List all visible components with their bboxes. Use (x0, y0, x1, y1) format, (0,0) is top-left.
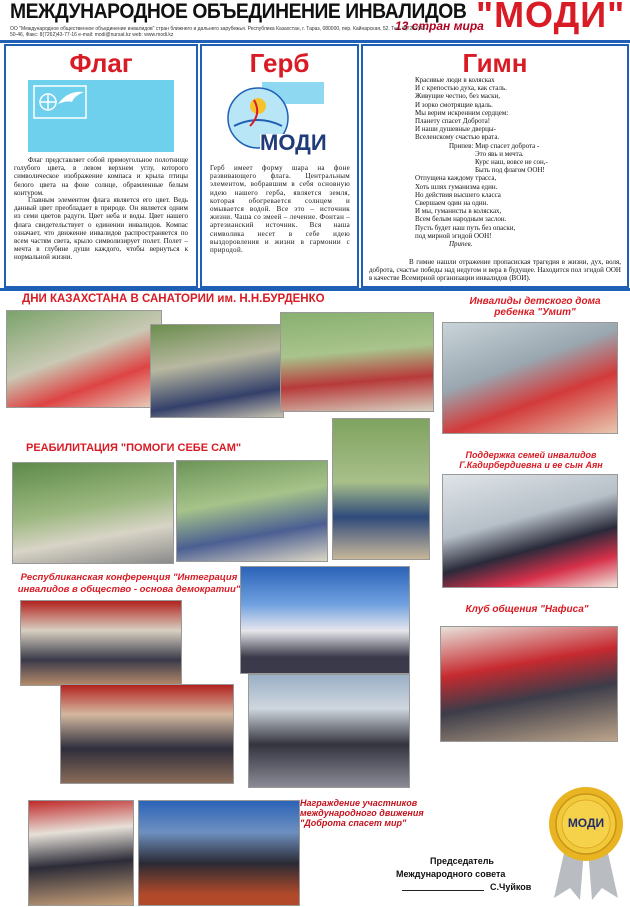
signature-line (402, 890, 484, 891)
emblem-title: Герб (249, 48, 310, 78)
award-heading: Награждение участников международного движения "Доброта спасет мир" (300, 798, 424, 828)
photo-conference-4 (248, 674, 410, 788)
flag-panel (4, 44, 198, 288)
signature-title: Председатель (430, 856, 494, 866)
photo-conference-1 (20, 600, 182, 686)
emblem-logo-text: МОДИ (260, 130, 327, 155)
medal-seal (548, 784, 624, 902)
photo-sanatorium-1 (6, 310, 162, 408)
emblem-image (220, 80, 340, 158)
rehab-heading: РЕАБИЛИТАЦИЯ "ПОМОГИ СЕБЕ САМ" (26, 442, 242, 454)
flag-image (28, 80, 174, 152)
countries-tag: 13 стран мира (395, 19, 484, 33)
poem-line: Красивые люди в колясках (415, 76, 495, 84)
kazakhstan-days-heading: ДНИ КАЗАХСТАНА В САНАТОРИИ им. Н.Н.БУРДЕНКО (22, 293, 325, 305)
anthem-verse-1 (415, 76, 620, 142)
photo-conference-2 (240, 566, 410, 674)
photo-award-2 (138, 800, 300, 906)
photo-rehab-3 (332, 418, 430, 560)
poem-line: Живущие честно, без маски, (415, 92, 500, 101)
photo-sanatorium-2 (150, 324, 284, 418)
anthem-title: Гимн (462, 48, 528, 78)
anthem-poem (415, 76, 620, 248)
header-divider (0, 40, 630, 43)
emblem-panel (200, 44, 359, 288)
medal-text: МОДИ (567, 816, 605, 830)
photo-rehab-1 (12, 462, 174, 564)
anthem-verse-2 (415, 174, 620, 240)
poem-line: Отпущена каждому трасса, (415, 174, 497, 183)
photo-sanatorium-3 (280, 312, 434, 412)
conference-heading: Республиканская конференция "Интеграция инвалидов в общество - основа демократии" (17, 572, 241, 595)
contact-info: ОО "Международное общественное объединение инвалидов" стран ближнего и дальнего зарубежья. Республика Казахстан, г. Тараз, 080000, пер. Кайнарская, 52. Тел. 8(7262)43-50-46, Факс: 8(7262)43-77-16 e-mail: modi@nursat.kz web: www.modi.kz (10, 26, 427, 38)
signature-name: С.Чуйков (490, 882, 532, 892)
poem-line: Пусть будет наш путь без опаски, (415, 223, 516, 232)
photo-award-1 (28, 800, 134, 906)
flag-meaning: Главным элементом флага является его цвет. Ведь данный цвет преобладает в природе. Он является одним из семи цветов радуги. Цвет неба и воды. Цвет нашего флага свидетельствует о единении инвалидов. Компас означает, что движение инвалидов распространяется по всем частям света, крыло символизирует полет. Полет – мечта в глубине души каждого, чтобы вернуться к нормальной жизни. (14, 196, 188, 262)
poem-line: И с крепостью духа, как сталь. (415, 84, 507, 93)
poem-line: Но действия высшего класса (415, 190, 501, 199)
poem-line: Хоть шлях гуманизма един. (415, 182, 498, 191)
family-support-heading: Поддержка семей инвалидов Г.Кадирбердиевна и ее сын Аян (459, 450, 603, 470)
photo-rehab-2 (176, 460, 328, 562)
club-heading: Клуб общения "Нафиса" (465, 604, 589, 615)
poem-line: Свершаем один на один. (415, 199, 489, 208)
flag-title: Флаг (69, 48, 133, 78)
poem-line: И наши душевные дверцы- (415, 125, 496, 134)
poem-line: Вселенскому счастью врата. (415, 133, 500, 142)
poem-line: под мирной эгидой ООН! (415, 231, 492, 240)
brand-name: "МОДИ" (476, 0, 626, 35)
poem-line: Планету спасет Доброта! (415, 117, 491, 126)
anthem-chorus-2: Припев. (449, 240, 473, 249)
poem-line: Это явь и мечта. (475, 149, 524, 158)
poem-line: Курс наш, вовсе не сон,- (475, 158, 548, 167)
photo-orphanage (442, 322, 618, 434)
flag-description: Флаг представляет собой прямоугольное полотнище голубого цвета, в левом верхнем углу, которого символическое изображение компаса и крыла птицы белого цвета на фоне солнце, обрамленные белым контуром. (14, 156, 188, 197)
orphanage-heading: Инвалиды детского дома ребенка "Умит" (469, 296, 601, 318)
anthem-panel (361, 44, 629, 288)
anthem-chorus (415, 142, 620, 175)
poem-line: Мы верим искренним сердцем: (415, 108, 509, 117)
poem-line: И зорко смотрящие вдаль. (415, 100, 493, 109)
poem-line: И мы, гуманисты в колясках, (415, 207, 502, 216)
signature-council: Международного совета (396, 869, 506, 879)
flag-emblem-icon (28, 80, 174, 152)
photo-family-support (442, 474, 618, 588)
poem-line: Всем белым народным заслон. (415, 215, 507, 224)
anthem-note: В гимне нашли отражение пропасиская трагедия в жизни, дух, воля, доброта, счастье победы над недугом и вера в будущее. Находится пол эгидой ООН в качестве Всемирной организации инвалидов (ВОИ). (369, 258, 621, 283)
poem-line: Припев: Мир спасет доброта - (449, 141, 540, 150)
medal-icon (548, 784, 624, 902)
page-title: МЕЖДУНАРОДНОЕ ОБЪЕДИНЕНИЕ ИНВАЛИДОВ (10, 0, 467, 23)
emblem-description: Герб имеет форму шара на фоне развивающего флага. Центральным элементом, вобравшим в себя основную идею нашего герба, является земля, которая обогревается солнцем и омывается водой. Все это – источник жизни. Чаша со змеей – лечение. Фонтан – артезианский источник. Вся наша символика несет в себе идею выздоровления и жизни в гармонии с природой. (210, 164, 350, 255)
section-divider (0, 288, 630, 291)
photo-club (440, 626, 618, 742)
poem-line: Быть под флагом ООН! (475, 166, 545, 175)
photo-conference-3 (60, 684, 234, 784)
